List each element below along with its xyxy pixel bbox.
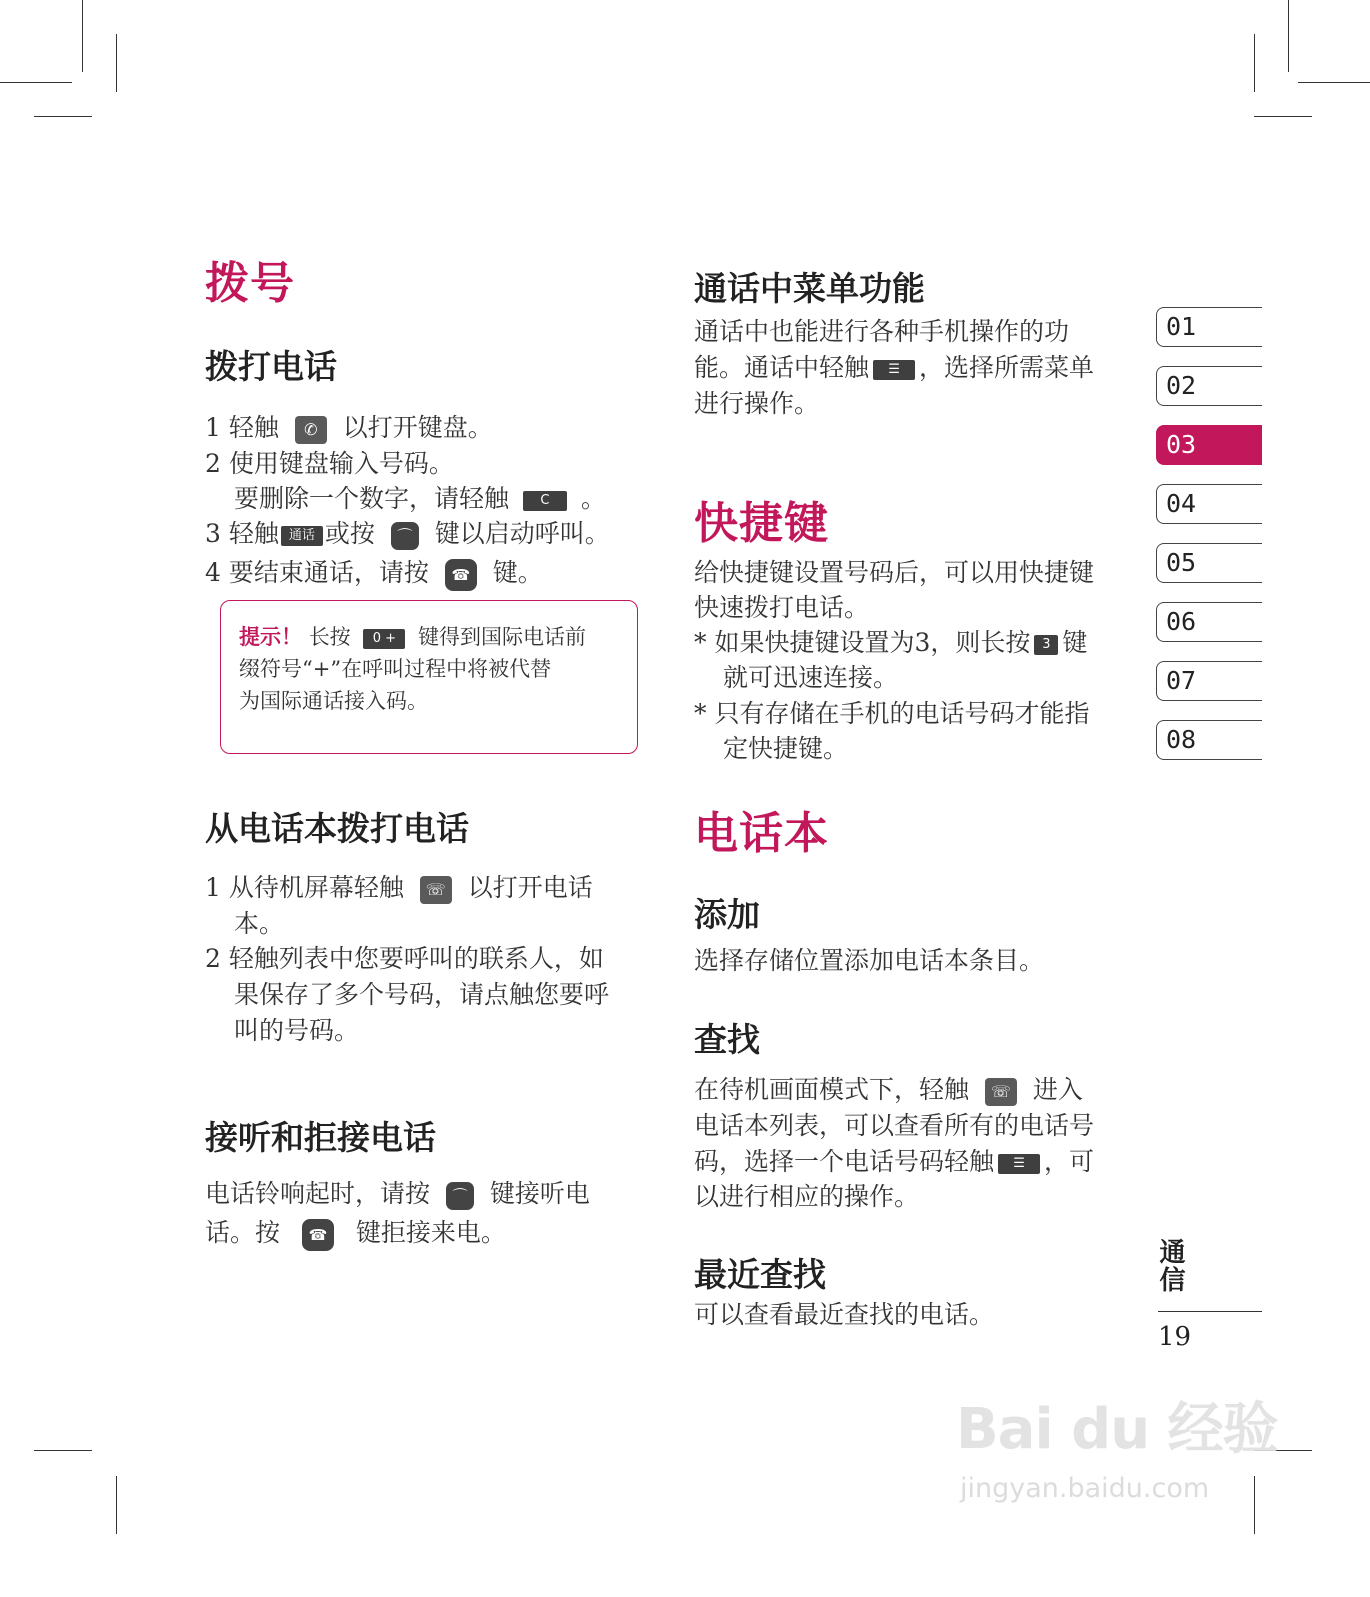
tip-text-part: 键得到国际电话前	[418, 625, 587, 649]
body-text: 话。按	[205, 1218, 281, 1247]
talk-key: 通话	[281, 526, 323, 546]
crop-mark	[82, 0, 83, 72]
page-number-rule	[1158, 1311, 1262, 1312]
chapter-tab[interactable]: 05	[1156, 543, 1262, 583]
speed-dial-bullet	[694, 625, 1087, 661]
contacts-icon: ☏	[985, 1078, 1017, 1106]
phone-dial-icon: ✆	[295, 416, 327, 444]
in-call-text	[694, 350, 1094, 386]
chapter-tab-active[interactable]: 03	[1156, 425, 1262, 465]
crop-mark	[1288, 0, 1289, 72]
page-number: 19	[1158, 1322, 1192, 1352]
chapter-label: 通信	[1155, 1238, 1185, 1294]
contacts-step-2-cont: 叫的号码。	[234, 1016, 360, 1045]
in-call-text: 进行操作。	[694, 389, 820, 418]
contacts-icon: ☏	[420, 876, 452, 904]
zero-plus-key: 0 +	[363, 629, 405, 649]
step-1	[205, 410, 493, 446]
contacts-step-1	[205, 870, 593, 906]
body-text: ，可	[1044, 1147, 1095, 1176]
chapter-tab[interactable]: 02	[1156, 366, 1262, 406]
speed-dial-bullet: * 只有存储在手机的电话号码才能指	[694, 699, 1090, 728]
speed-dial-bullet-cont: 定快捷键。	[723, 734, 849, 763]
contacts-step-2: 2 轻触列表中您要呼叫的联系人，如	[205, 944, 604, 973]
step-text: 1 轻触	[205, 413, 279, 442]
search-text: 以进行相应的操作。	[694, 1182, 920, 1211]
step-text: 1 从待机屏幕轻触	[205, 873, 404, 902]
contacts-step-1-cont: 本。	[234, 909, 285, 938]
watermark-logo: Bai du 经验	[956, 1397, 1278, 1462]
heading-answer-reject: 接听和拒接电话	[205, 1118, 436, 1157]
clear-key: C	[523, 491, 567, 511]
answer-text-2	[205, 1215, 506, 1251]
step-text: 键。	[492, 558, 543, 587]
step-text: 键以启动呼叫。	[434, 519, 610, 548]
send-key-icon: ⌒	[446, 1182, 474, 1210]
menu-key-icon: ☰	[873, 360, 915, 380]
body-text: 在待机画面模式下，轻触	[694, 1075, 970, 1104]
crop-mark	[1254, 1476, 1255, 1534]
chapter-tab[interactable]: 06	[1156, 602, 1262, 642]
speed-dial-bullet-cont: 就可迅速连接。	[723, 663, 899, 692]
body-text: 键接听电	[489, 1179, 590, 1208]
section-title-phonebook: 电话本	[694, 808, 829, 859]
tip-label: 提示！	[239, 625, 302, 649]
heading-search: 查找	[694, 1020, 760, 1059]
crop-mark	[34, 116, 92, 117]
chapter-tab[interactable]: 08	[1156, 720, 1262, 760]
step-3	[205, 516, 610, 552]
tip-line: 为国际通话接入码。	[239, 689, 428, 713]
tip-line: 缀符号“+”在呼叫过程中将被代替	[239, 657, 552, 681]
crop-mark	[34, 1450, 92, 1451]
heading-call-from-contacts: 从电话本拨打电话	[205, 809, 469, 848]
crop-mark	[0, 82, 72, 83]
crop-mark	[1254, 116, 1312, 117]
crop-mark	[116, 1476, 117, 1534]
menu-key-icon: ☰	[998, 1154, 1040, 1174]
crop-mark	[1254, 34, 1255, 92]
body-text: * 如果快捷键设置为3，则长按	[694, 628, 1031, 657]
body-text: 进入	[1032, 1075, 1083, 1104]
heading-make-call: 拨打电话	[205, 347, 337, 386]
tip-text	[239, 621, 586, 717]
chapter-tab[interactable]: 04	[1156, 484, 1262, 524]
step-text: 或按	[324, 519, 375, 548]
step-4	[205, 555, 543, 591]
step-text: 要删除一个数字，请轻触	[234, 484, 510, 513]
section-title-speed-dial: 快捷键	[694, 498, 829, 549]
step-text: 4 要结束通话，请按	[205, 558, 429, 587]
recent-text: 可以查看最近查找的电话。	[694, 1300, 995, 1329]
search-text	[694, 1144, 1094, 1180]
step-text: 以打开电话	[467, 873, 593, 902]
speed-dial-text: 给快捷键设置号码后，可以用快捷键	[694, 558, 1095, 587]
step-text: 3 轻触	[205, 519, 279, 548]
crop-mark	[116, 34, 117, 92]
heading-in-call-menu: 通话中菜单功能	[694, 269, 925, 308]
body-text: 能。通话中轻触	[694, 353, 870, 382]
speed-dial-text: 快速拨打电话。	[694, 593, 870, 622]
body-text: ，选择所需菜单	[919, 353, 1095, 382]
tip-line	[239, 621, 586, 653]
step-2: 2 使用键盘输入号码。	[205, 449, 454, 478]
in-call-text: 通话中也能进行各种手机操作的功	[694, 317, 1070, 346]
step-text: 以打开键盘。	[342, 413, 493, 442]
heading-add: 添加	[694, 895, 760, 934]
add-text: 选择存储位置添加电话本条目。	[694, 946, 1045, 975]
three-key: 3	[1034, 635, 1058, 655]
chapter-tab[interactable]: 01	[1156, 307, 1262, 347]
body-text: 电话铃响起时，请按	[205, 1179, 431, 1208]
step-text: 。	[580, 484, 606, 513]
section-title-dial: 拨号	[205, 258, 295, 309]
end-key-icon: ☎	[445, 559, 477, 591]
send-key-icon: ⌒	[391, 522, 419, 550]
search-text: 电话本列表，可以查看所有的电话号	[694, 1111, 1095, 1140]
contacts-step-2-cont: 果保存了多个号码，请点触您要呼	[234, 980, 610, 1009]
body-text: 键拒接来电。	[355, 1218, 506, 1247]
tip-box	[220, 600, 638, 754]
search-text	[694, 1072, 1083, 1108]
tip-text-part: 长按	[308, 625, 351, 649]
body-text: 码，选择一个电话号码轻触	[694, 1147, 995, 1176]
body-text: 键	[1062, 628, 1088, 657]
chapter-tab[interactable]: 07	[1156, 661, 1262, 701]
step-2-note	[205, 481, 606, 517]
crop-mark	[1298, 82, 1370, 83]
answer-text-1	[205, 1176, 590, 1212]
end-key-icon: ☎	[302, 1219, 334, 1251]
heading-recent-search: 最近查找	[694, 1255, 826, 1294]
watermark-url: jingyan.baidu.com	[960, 1473, 1210, 1504]
